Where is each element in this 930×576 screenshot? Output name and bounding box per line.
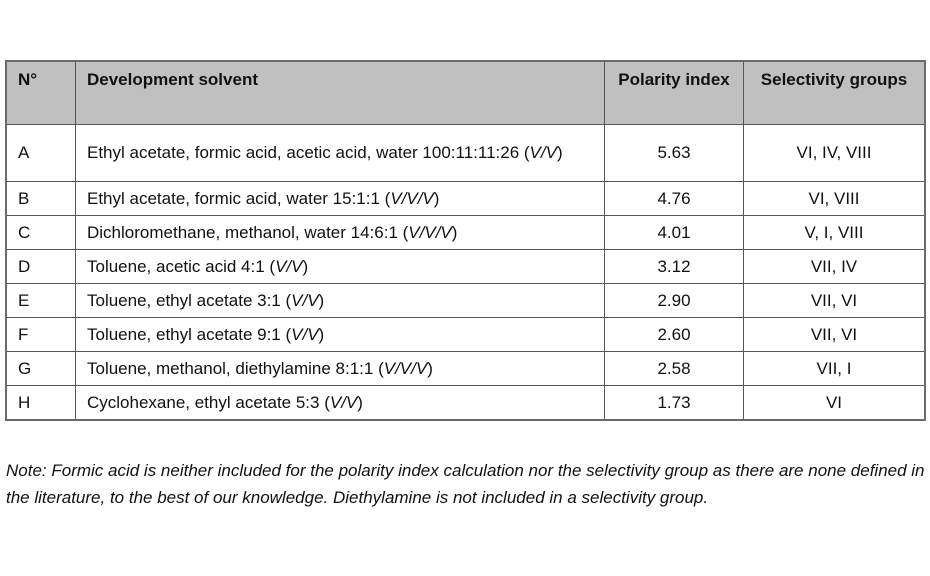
table-header-row [6, 61, 925, 125]
solvent-text: Toluene, acetic acid 4:1 [87, 256, 265, 276]
solvent-text: Dichloromethane, methanol, water 14:6:1 [87, 222, 398, 242]
cell-selectivity: V, I, VIII [744, 216, 926, 250]
cell-no: C [6, 216, 76, 250]
header-development-solvent: Development solvent [76, 61, 605, 125]
table-footnote: Note: Formic acid is neither included for the polarity index calculation nor the selectivity group as there are none defined in the literature, to the best of our knowledge. Diethylamine is not included in a selectivity group. [6, 461, 925, 507]
ratio-unit: V/V/V [408, 222, 452, 242]
table-row [6, 250, 925, 284]
table-row [6, 352, 925, 386]
ratio-unit: V/V [275, 256, 303, 276]
cell-solvent: Ethyl acetate, formic acid, water 15:1:1 (V/V/V) [76, 182, 605, 216]
ratio-unit: V/V [329, 392, 358, 412]
cell-no: A [6, 125, 76, 182]
cell-polarity: 2.58 [605, 352, 744, 386]
cell-selectivity: VII, VI [744, 318, 926, 352]
solvent-text: Toluene, ethyl acetate 3:1 [87, 290, 281, 310]
cell-solvent: Dichloromethane, methanol, water 14:6:1 (V/V/V) [76, 216, 605, 250]
table-row [6, 386, 925, 421]
table-row [6, 216, 925, 250]
solvent-table [5, 60, 926, 421]
header-polarity-index: Polarity index [605, 61, 744, 125]
ratio-unit: V/V [291, 324, 319, 344]
ratio-unit: V/V/V [390, 188, 434, 208]
cell-selectivity: VII, VI [744, 284, 926, 318]
cell-selectivity: VII, IV [744, 250, 926, 284]
ratio-unit: V/V [291, 290, 319, 310]
cell-polarity: 4.01 [605, 216, 744, 250]
cell-polarity: 3.12 [605, 250, 744, 284]
table-row [6, 284, 925, 318]
cell-solvent: Toluene, methanol, diethylamine 8:1:1 (V/V/V) [76, 352, 605, 386]
cell-polarity: 2.90 [605, 284, 744, 318]
solvent-text: Toluene, ethyl acetate 9:1 [87, 324, 281, 344]
cell-solvent: Toluene, ethyl acetate 3:1 (V/V) [76, 284, 605, 318]
cell-solvent: Cyclohexane, ethyl acetate 5:3 (V/V) [76, 386, 605, 421]
ratio-unit: V/V [529, 143, 557, 162]
cell-polarity: 4.76 [605, 182, 744, 216]
solvent-text: Ethyl acetate, formic acid, water 15:1:1 [87, 188, 380, 208]
cell-polarity: 5.63 [605, 125, 744, 182]
cell-solvent: Toluene, acetic acid 4:1 (V/V) [76, 250, 605, 284]
cell-solvent: Toluene, ethyl acetate 9:1 (V/V) [76, 318, 605, 352]
cell-selectivity: VI, IV, VIII [744, 125, 926, 182]
table-row [6, 318, 925, 352]
cell-no: G [6, 352, 76, 386]
ratio-unit: V/V/V [383, 358, 428, 378]
cell-no: B [6, 182, 76, 216]
cell-polarity: 2.60 [605, 318, 744, 352]
solvent-text: Ethyl acetate, formic acid, acetic acid, water 100:11:11:26 [87, 143, 520, 162]
cell-selectivity: VI [744, 386, 926, 421]
cell-solvent: Ethyl acetate, formic acid, acetic acid, water 100:11:11:26 (V/V) [76, 125, 605, 182]
solvent-text: Toluene, methanol, diethylamine 8:1:1 [87, 358, 374, 378]
header-no: N° [6, 61, 76, 125]
header-selectivity-groups: Selectivity groups [744, 61, 926, 125]
table-row [6, 125, 925, 182]
cell-no: F [6, 318, 76, 352]
cell-no: H [6, 386, 76, 421]
solvent-text: Cyclohexane, ethyl acetate 5:3 [87, 392, 320, 412]
table-row [6, 182, 925, 216]
cell-selectivity: VII, I [744, 352, 926, 386]
cell-no: D [6, 250, 76, 284]
cell-no: E [6, 284, 76, 318]
cell-polarity: 1.73 [605, 386, 744, 421]
cell-selectivity: VI, VIII [744, 182, 926, 216]
